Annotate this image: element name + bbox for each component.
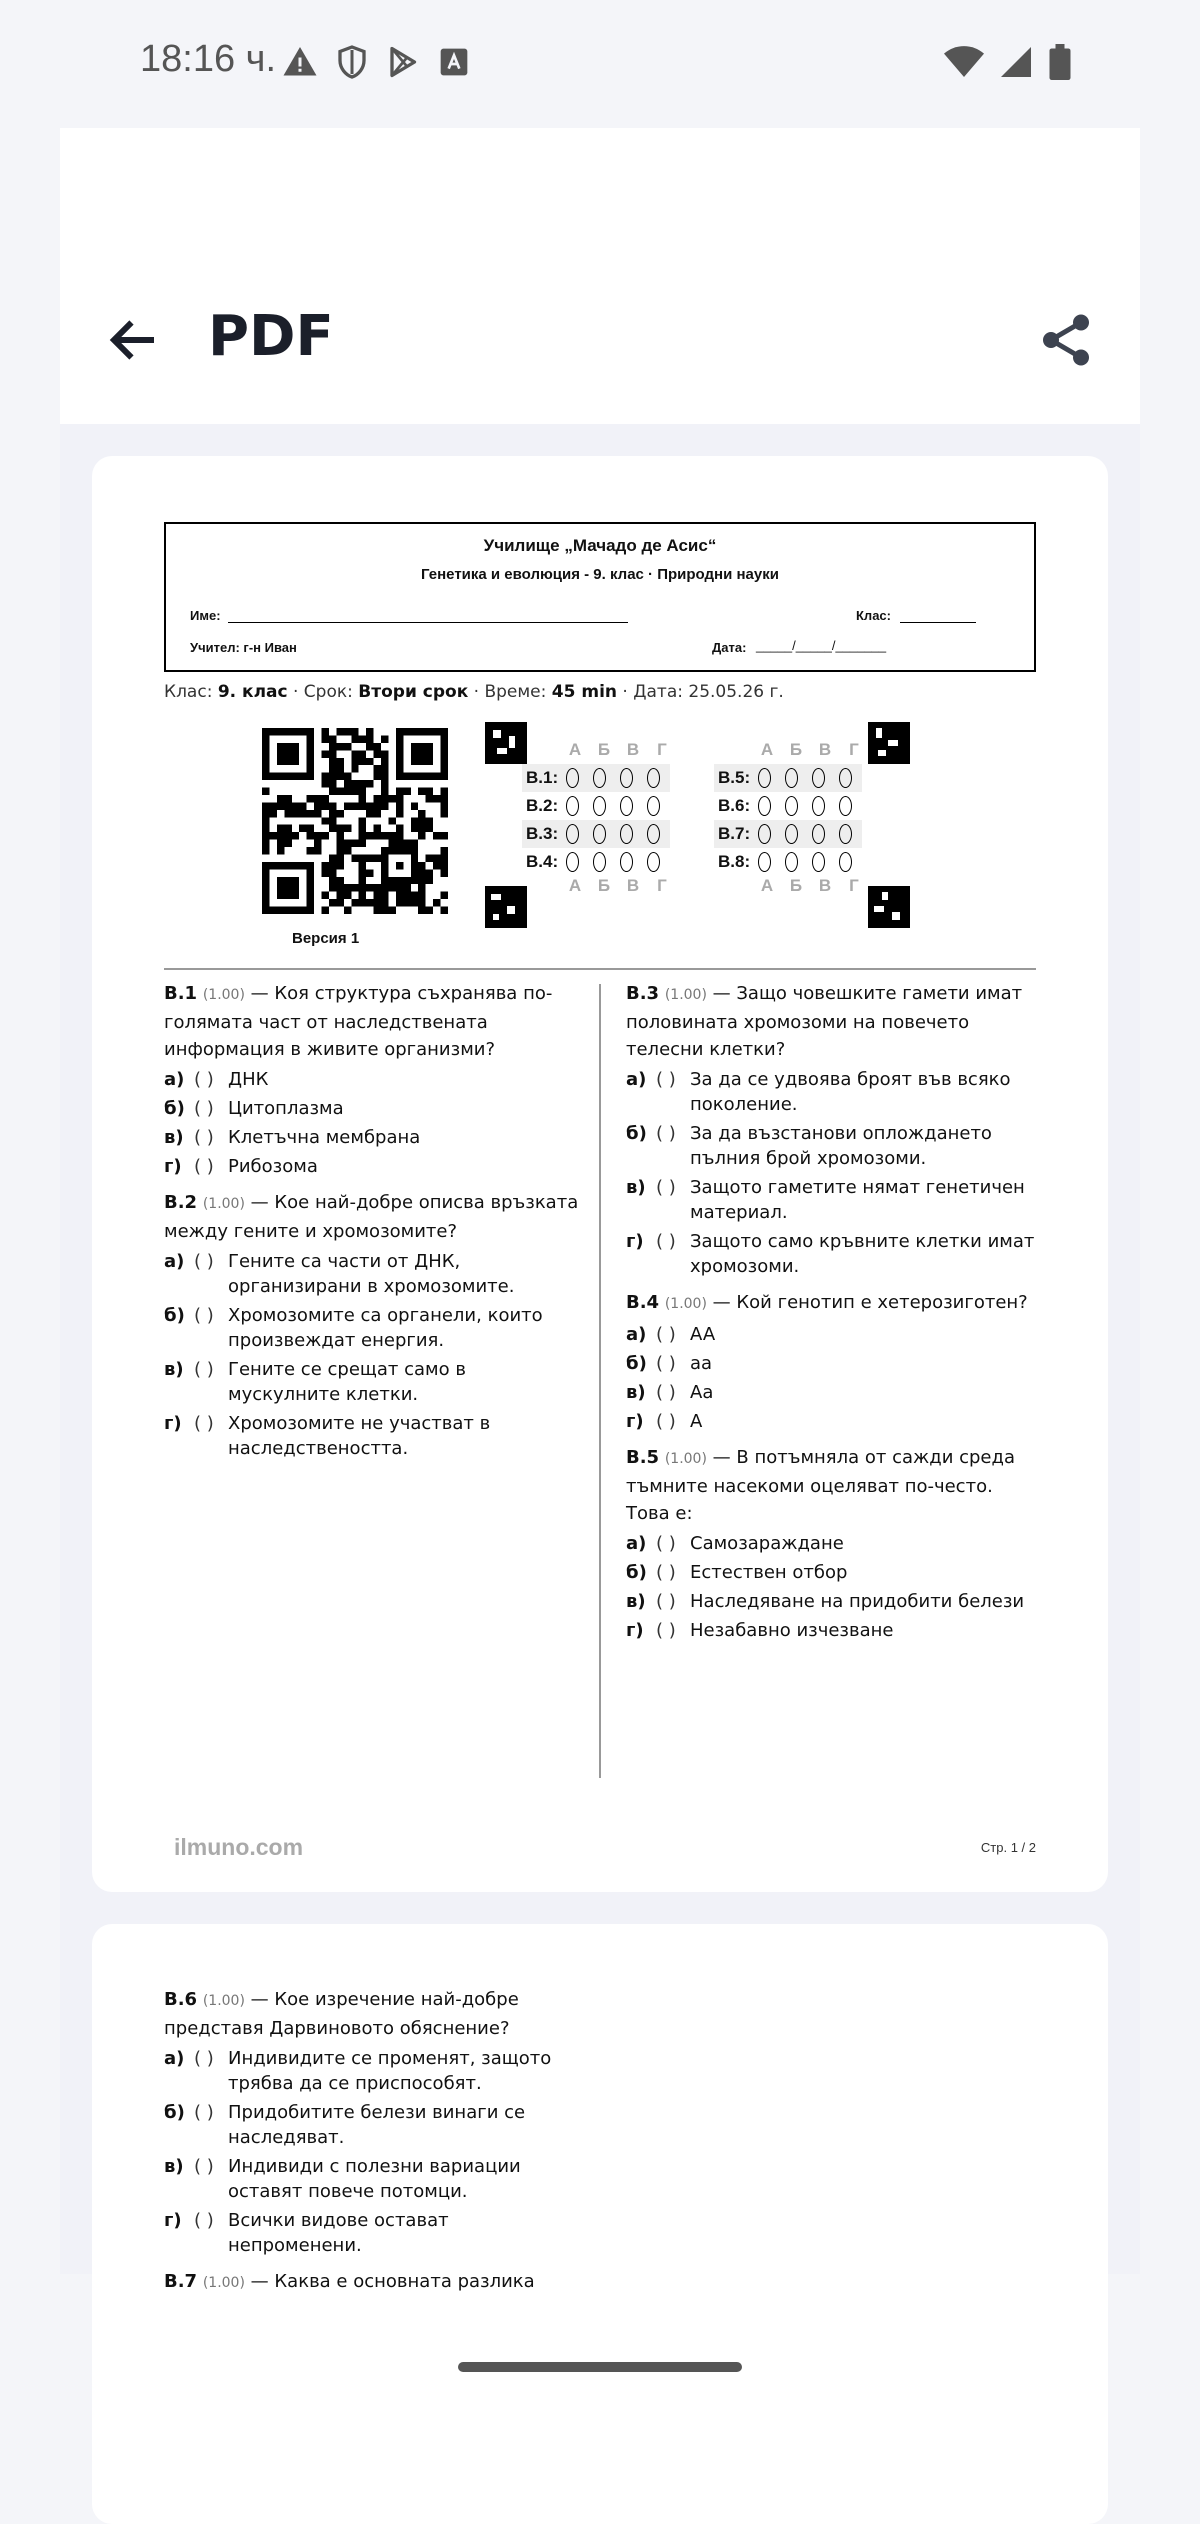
option-checkbox[interactable]: ( ) — [656, 1231, 676, 1252]
answer-option[interactable] — [164, 1357, 580, 1407]
grid-letter: Г — [849, 876, 859, 895]
teacher-label: Учител: г-н Иван — [190, 640, 297, 655]
answer-bubble[interactable] — [566, 768, 579, 788]
answer-bubble[interactable] — [785, 796, 798, 816]
answer-option[interactable] — [626, 1351, 1038, 1376]
option-checkbox[interactable]: ( ) — [194, 2156, 214, 2177]
question-points: (1.00) — [664, 1451, 707, 1467]
answer-option[interactable] — [164, 2154, 580, 2204]
option-letter: г) — [164, 2210, 182, 2231]
option-text: За да възстанови оплождането пълния брой хромозоми. — [690, 1123, 992, 1169]
question-number: В.4 — [626, 1292, 660, 1313]
grid-letter: Б — [789, 740, 803, 759]
grid-letter: А — [568, 740, 582, 759]
option-letter: в) — [626, 1591, 646, 1612]
question-text — [164, 1189, 580, 1245]
option-letter: в) — [164, 1127, 184, 1148]
arrow-left-icon[interactable] — [104, 310, 164, 370]
answer-option[interactable] — [164, 1125, 580, 1150]
meta-class: 9. клас — [217, 682, 288, 702]
option-text: Гените се срещат само в мускулните клетки. — [228, 1359, 466, 1405]
pdf-page-2 — [92, 1924, 1108, 2524]
grid-letter: Г — [849, 740, 859, 759]
status-time: 18:16 ч. — [140, 38, 277, 80]
warning-icon — [282, 44, 318, 80]
option-checkbox[interactable]: ( ) — [194, 2102, 214, 2123]
signal-icon — [998, 44, 1034, 80]
option-checkbox[interactable]: ( ) — [656, 1123, 676, 1144]
class-line — [900, 622, 976, 623]
option-letter: в) — [626, 1382, 646, 1403]
answer-bubble[interactable] — [812, 824, 825, 844]
answer-bubble[interactable] — [566, 852, 579, 872]
question-block — [164, 1986, 580, 2258]
status-icons-right — [944, 44, 1072, 80]
meta-class-prefix: Клас: — [164, 682, 218, 702]
answer-option[interactable] — [164, 1067, 580, 1092]
option-checkbox[interactable]: ( ) — [194, 1305, 214, 1326]
question-number: В.2 — [164, 1192, 198, 1213]
answer-bubble[interactable] — [593, 852, 606, 872]
answer-bubble[interactable] — [839, 796, 852, 816]
option-checkbox[interactable]: ( ) — [194, 1127, 214, 1148]
question-stem: — В потъмняла от сажди среда тъмните насекоми оцеляват по-често. Това е: — [626, 1447, 1015, 1524]
meta-time-prefix: · Време: — [468, 682, 552, 702]
option-letter: б) — [164, 2102, 185, 2123]
option-text: Гените са части от ДНК, организирани в хромозомите. — [228, 1251, 515, 1297]
wifi-icon — [944, 44, 984, 80]
option-text: aa — [690, 1353, 713, 1374]
alignment-marker-icon — [868, 886, 910, 928]
question-points: (1.00) — [202, 987, 245, 1003]
option-letter: г) — [626, 1620, 644, 1641]
answer-bubble[interactable] — [593, 768, 606, 788]
grid-row — [714, 792, 862, 820]
grid-row — [714, 764, 862, 792]
answer-bubble[interactable] — [758, 852, 771, 872]
question-stem: — Каква е основната разлика — [250, 2271, 535, 2292]
answer-bubble[interactable] — [620, 796, 633, 816]
grid-row-label: В.8: — [718, 852, 751, 871]
question-stem: — Защо човешките гамети имат половината хромозоми на повечето телесни клетки? — [626, 983, 1023, 1060]
meta-date: · Дата: 25.05.26 г. — [617, 682, 784, 702]
grid-letter: Б — [597, 740, 611, 759]
option-checkbox[interactable]: ( ) — [194, 1251, 214, 1272]
column-divider — [599, 984, 601, 1778]
option-checkbox[interactable]: ( ) — [656, 1382, 676, 1403]
answer-option[interactable] — [626, 1560, 1038, 1585]
question-text — [626, 1289, 1038, 1318]
option-checkbox[interactable]: ( ) — [194, 1098, 214, 1119]
grid-row-label: В.1: — [526, 768, 559, 787]
font-icon — [438, 46, 470, 78]
grid-row-label: В.6: — [718, 796, 751, 815]
grid-row-label: В.3: — [526, 824, 559, 843]
answer-bubble[interactable] — [785, 852, 798, 872]
grid-row — [522, 792, 670, 820]
question-text — [164, 2268, 580, 2297]
grid-row-label: В.5: — [718, 768, 751, 787]
alignment-marker-icon — [485, 886, 527, 928]
answer-option[interactable] — [626, 1409, 1038, 1434]
answer-bubble[interactable] — [647, 852, 660, 872]
grid-row — [714, 820, 862, 848]
option-checkbox[interactable]: ( ) — [194, 2048, 214, 2069]
option-checkbox[interactable]: ( ) — [194, 2210, 214, 2231]
answer-bubble[interactable] — [647, 768, 660, 788]
option-text: Защото само кръвните клетки имат хромозоми. — [690, 1231, 1035, 1277]
grid-letter: В — [818, 876, 832, 895]
grid-letter: Г — [657, 740, 667, 759]
grid-letter: Б — [789, 876, 803, 895]
questions-left-column — [164, 980, 580, 1471]
answer-bubble[interactable] — [785, 768, 798, 788]
answer-bubble[interactable] — [812, 768, 825, 788]
grid-row — [714, 848, 862, 876]
question-stem: — Кой генотип е хетерозиготен? — [712, 1292, 1028, 1313]
answer-bubble[interactable] — [620, 852, 633, 872]
questions-right-column — [626, 980, 1038, 1653]
grid-row — [522, 848, 670, 876]
play-store-icon — [386, 44, 422, 80]
answer-bubble[interactable] — [620, 768, 633, 788]
version-label: Версия 1 — [292, 930, 360, 947]
answer-bubble[interactable] — [620, 824, 633, 844]
option-text: Наследяване на придобити белези — [690, 1591, 1025, 1612]
date-label: Дата: — [712, 640, 747, 655]
class-label: Клас: — [856, 608, 891, 623]
status-bar — [0, 0, 1200, 128]
option-letter: г) — [164, 1156, 182, 1177]
divider — [164, 968, 1036, 970]
shield-icon — [334, 44, 370, 80]
option-text: Всички видове остават непроменени. — [228, 2210, 449, 2256]
questions-page2-column — [164, 1986, 580, 2307]
answer-bubble[interactable] — [593, 796, 606, 816]
grid-letter: В — [818, 740, 832, 759]
question-block — [626, 1444, 1038, 1643]
answer-bubble[interactable] — [812, 796, 825, 816]
question-text — [164, 1986, 580, 2042]
question-stem: — Коя структура съхранява по-голямата част от наследствената информация в живите организми? — [164, 983, 553, 1060]
option-text: Цитоплазма — [228, 1098, 344, 1119]
answer-bubble[interactable] — [785, 824, 798, 844]
option-letter: г) — [626, 1411, 644, 1432]
answer-option[interactable] — [626, 1380, 1038, 1405]
option-checkbox[interactable]: ( ) — [656, 1591, 676, 1612]
page-title: PDF — [208, 304, 334, 369]
answer-bubble[interactable] — [812, 852, 825, 872]
app-bar — [60, 128, 1140, 424]
option-checkbox[interactable]: ( ) — [656, 1353, 676, 1374]
option-text: Индивиди с полезни вариации оставят повече потомци. — [228, 2156, 521, 2202]
answer-bubble[interactable] — [647, 796, 660, 816]
option-text: A — [690, 1411, 703, 1432]
option-text: За да се удвоява броят във всяко поколение. — [690, 1069, 1011, 1115]
grid-letters — [566, 876, 671, 896]
option-text: Aa — [690, 1382, 714, 1403]
option-letter: г) — [164, 1413, 182, 1434]
answer-bubble[interactable] — [566, 824, 579, 844]
option-text: Клетъчна мембрана — [228, 1127, 421, 1148]
option-letter: а) — [626, 1533, 647, 1554]
option-text: Придобитите белези винаги се наследяват. — [228, 2102, 526, 2148]
footer-brand: ilmuno.com — [174, 1834, 304, 1860]
answer-bubble[interactable] — [758, 796, 771, 816]
question-points: (1.00) — [664, 1296, 707, 1312]
grid-letters — [758, 740, 863, 760]
school-name: Училище „Мачадо де Асис“ — [483, 536, 717, 555]
grid-row-label: В.2: — [526, 796, 559, 815]
option-text: Самозараждане — [690, 1533, 844, 1554]
option-checkbox[interactable]: ( ) — [656, 1324, 676, 1345]
option-letter: б) — [164, 1305, 185, 1326]
option-checkbox[interactable]: ( ) — [194, 1359, 214, 1380]
gesture-nav-bar[interactable] — [458, 2362, 742, 2372]
status-icons-left — [282, 44, 470, 80]
question-block — [626, 980, 1038, 1279]
page-number: Стр. 1 / 2 — [980, 1840, 1036, 1855]
exam-meta — [164, 682, 784, 702]
question-stem: — Кое най-добре описва връзката между гените и хромозомите? — [164, 1192, 579, 1242]
question-block — [164, 980, 580, 1179]
option-checkbox[interactable]: ( ) — [656, 1177, 676, 1198]
option-letter: б) — [626, 1123, 647, 1144]
share-icon[interactable] — [1036, 310, 1096, 370]
option-letter: а) — [164, 1069, 185, 1090]
option-text: Незабавно изчезване — [690, 1620, 894, 1641]
question-points: (1.00) — [202, 2275, 245, 2291]
answer-option[interactable] — [626, 1322, 1038, 1347]
option-text: Защото гаметите нямат генетичен материал. — [690, 1177, 1025, 1223]
question-number: В.5 — [626, 1447, 660, 1468]
question-points: (1.00) — [202, 1993, 245, 2009]
question-block — [164, 2268, 580, 2297]
answer-option[interactable] — [626, 1589, 1038, 1614]
grid-letter: А — [760, 876, 774, 895]
answer-option[interactable] — [626, 1121, 1038, 1171]
answer-option[interactable] — [626, 1531, 1038, 1556]
answer-bubble[interactable] — [593, 824, 606, 844]
subject-title: Генетика и еволюция - 9. клас · Природни науки — [421, 566, 779, 583]
grid-letter: В — [626, 876, 640, 895]
pdf-page-1 — [92, 456, 1108, 1892]
question-block — [164, 1189, 580, 1461]
qr-code-icon — [262, 728, 448, 914]
grid-letter: Б — [597, 876, 611, 895]
answer-option[interactable] — [164, 1096, 580, 1121]
question-text — [626, 980, 1038, 1063]
answer-option[interactable] — [626, 1618, 1038, 1643]
option-checkbox[interactable]: ( ) — [194, 1413, 214, 1434]
answer-grid-right — [714, 740, 874, 920]
question-number: В.3 — [626, 983, 660, 1004]
option-checkbox[interactable]: ( ) — [194, 1069, 214, 1090]
name-label: Име: — [190, 608, 221, 623]
option-text: Индивидите се променят, защото трябва да се приспособят. — [228, 2048, 552, 2094]
answer-bubble[interactable] — [566, 796, 579, 816]
battery-icon — [1048, 44, 1072, 80]
option-checkbox[interactable]: ( ) — [656, 1620, 676, 1641]
answer-option[interactable] — [626, 1175, 1038, 1225]
question-points: (1.00) — [202, 1196, 245, 1212]
question-block — [626, 1289, 1038, 1434]
date-blank: _____/_____/_______ — [756, 638, 887, 653]
meta-time: 45 min — [551, 682, 618, 702]
option-text: Хромозомите не участват в наследствеността. — [228, 1413, 491, 1459]
option-letter: б) — [626, 1562, 647, 1583]
option-letter: а) — [164, 1251, 185, 1272]
exam-header-box — [164, 522, 1036, 672]
grid-letter: А — [568, 876, 582, 895]
option-text: AA — [690, 1324, 716, 1345]
meta-term: Втори срок — [358, 682, 469, 702]
grid-row-label: В.4: — [526, 852, 559, 871]
question-text — [164, 980, 580, 1063]
alignment-marker-icon — [485, 722, 527, 764]
answer-option[interactable] — [164, 2208, 580, 2258]
answer-option[interactable] — [164, 1411, 580, 1461]
option-checkbox[interactable]: ( ) — [194, 1156, 214, 1177]
option-text: Естествен отбор — [690, 1562, 848, 1583]
option-checkbox[interactable]: ( ) — [656, 1069, 676, 1090]
question-text — [626, 1444, 1038, 1527]
option-checkbox[interactable]: ( ) — [656, 1533, 676, 1554]
option-letter: г) — [626, 1231, 644, 1252]
answer-option[interactable] — [164, 2046, 580, 2096]
option-text: ДНК — [228, 1069, 269, 1090]
answer-bubble[interactable] — [839, 768, 852, 788]
question-number: В.1 — [164, 983, 198, 1004]
grid-letter: В — [626, 740, 640, 759]
option-letter: а) — [164, 2048, 185, 2069]
grid-row — [522, 764, 670, 792]
answer-bubble[interactable] — [839, 824, 852, 844]
answer-bubble[interactable] — [758, 768, 771, 788]
grid-letters — [758, 876, 863, 896]
alignment-marker-icon — [868, 722, 910, 764]
answer-bubble[interactable] — [647, 824, 660, 844]
answer-option[interactable] — [164, 1249, 580, 1299]
option-letter: в) — [164, 1359, 184, 1380]
answer-option[interactable] — [164, 2100, 580, 2150]
option-letter: в) — [164, 2156, 184, 2177]
answer-option[interactable] — [164, 1154, 580, 1179]
question-number: В.7 — [164, 2271, 198, 2292]
answer-grid-left — [522, 740, 682, 920]
question-number: В.6 — [164, 1989, 198, 2010]
answer-option[interactable] — [626, 1067, 1038, 1117]
option-text: Хромозомите са органели, които произвеждат енергия. — [228, 1305, 543, 1351]
grid-letter: А — [760, 740, 774, 759]
option-letter: б) — [626, 1353, 647, 1374]
meta-term-prefix: · Срок: — [287, 682, 359, 702]
option-text: Рибозома — [228, 1156, 318, 1177]
grid-letter: Г — [657, 876, 667, 895]
option-letter: в) — [626, 1177, 646, 1198]
answer-option[interactable] — [164, 1303, 580, 1353]
answer-option[interactable] — [626, 1229, 1038, 1279]
option-letter: а) — [626, 1069, 647, 1090]
answer-bubble[interactable] — [839, 852, 852, 872]
option-checkbox[interactable]: ( ) — [656, 1562, 676, 1583]
answer-bubble[interactable] — [758, 824, 771, 844]
name-line — [228, 622, 628, 623]
question-points: (1.00) — [664, 987, 707, 1003]
grid-row — [522, 820, 670, 848]
option-checkbox[interactable]: ( ) — [656, 1411, 676, 1432]
question-stem: — Кое изречение най-добре представя Дарвиновото обяснение? — [164, 1989, 519, 2039]
grid-letters — [566, 740, 671, 760]
pdf-viewer[interactable] — [60, 424, 1140, 2292]
grid-row-label: В.7: — [718, 824, 751, 843]
option-letter: б) — [164, 1098, 185, 1119]
option-letter: а) — [626, 1324, 647, 1345]
